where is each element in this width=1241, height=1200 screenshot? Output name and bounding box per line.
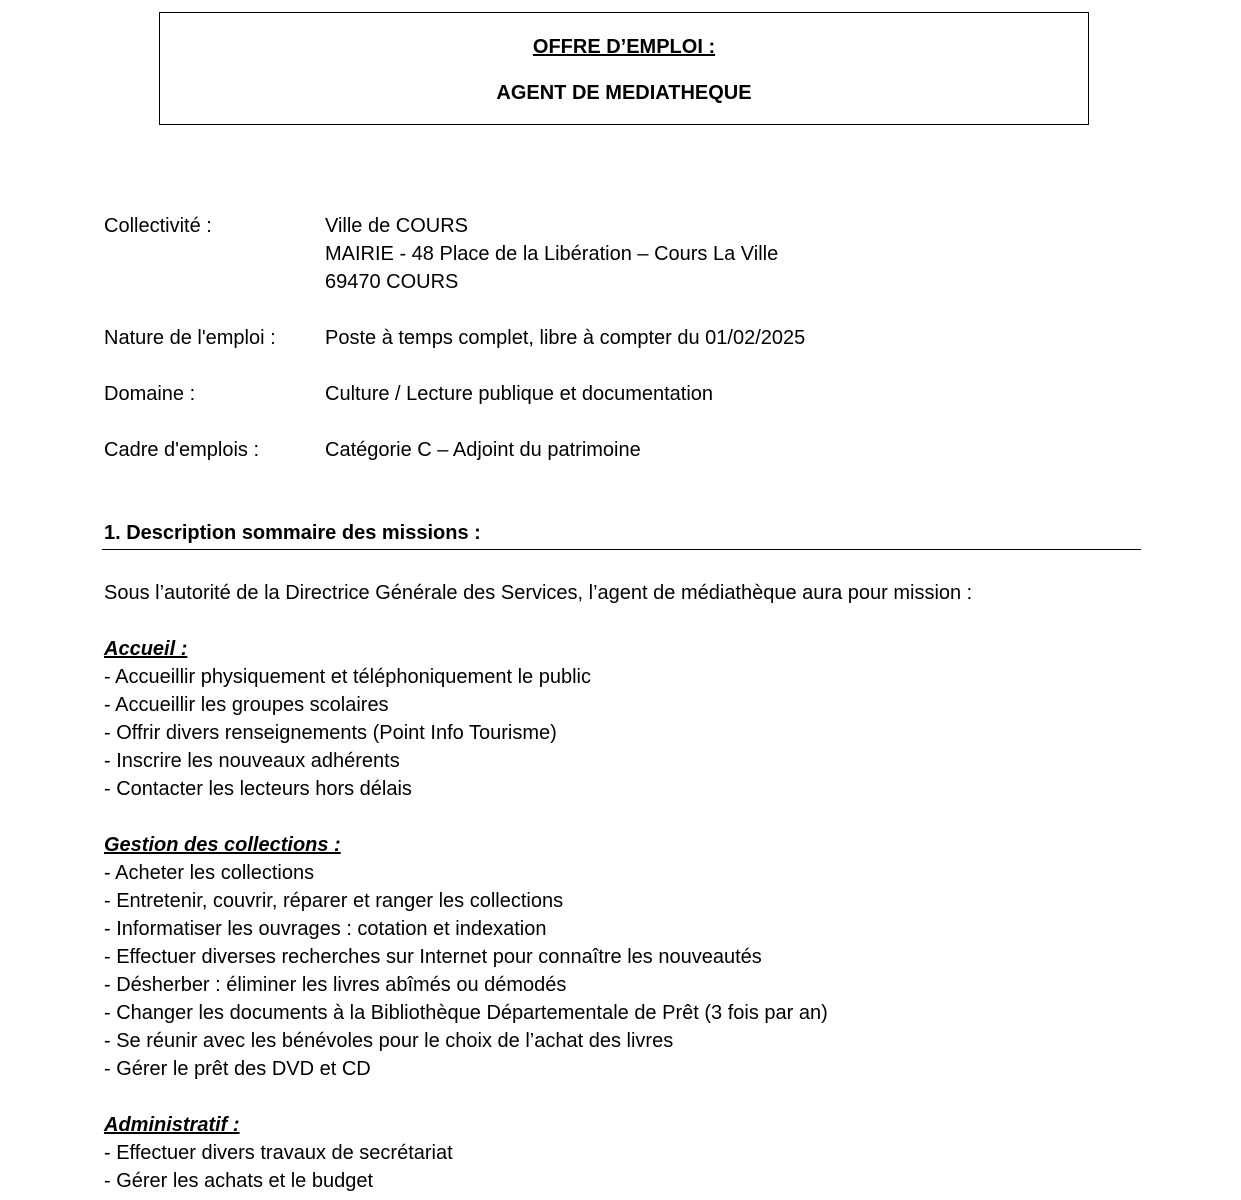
administratif-list: [104, 1139, 453, 1195]
section-intro: Sous l’autorité de la Directrice Générale des Services, l’agent de médiathèque aura pour mission :: [104, 582, 973, 604]
document-title: OFFRE D’EMPLOI :: [532, 36, 716, 58]
gestion-heading: Gestion des collections :: [104, 834, 341, 856]
domaine-value: Culture / Lecture publique et documentation: [325, 383, 714, 405]
nature-label: Nature de l'emploi :: [104, 327, 276, 349]
cadre-value: Catégorie C – Adjoint du patrimoine: [325, 439, 641, 461]
list-item: - Inscrire les nouveaux adhérents: [104, 750, 400, 772]
job-title: AGENT DE MEDIATHEQUE: [496, 82, 752, 104]
cadre-label: Cadre d'emplois :: [104, 439, 259, 461]
accueil-list: [104, 663, 591, 803]
collectivite-line-3: 69470 COURS: [325, 271, 459, 293]
domaine-label: Domaine :: [104, 383, 196, 405]
list-item: - Informatiser les ouvrages : cotation et indexation: [104, 918, 547, 940]
list-item: - Changer les documents à la Bibliothèque Départementale de Prêt (3 fois par an): [104, 1002, 828, 1024]
list-item: - Offrir divers renseignements (Point Info Tourisme): [104, 722, 557, 744]
nature-value: Poste à temps complet, libre à compter du 01/02/2025: [325, 327, 806, 349]
list-item: - Gérer le prêt des DVD et CD: [104, 1058, 371, 1080]
collectivite-line-1: Ville de COURS: [325, 215, 469, 237]
list-item: - Gérer les achats et le budget: [104, 1170, 374, 1192]
list-item: - Se réunir avec les bénévoles pour le choix de l’achat des livres: [104, 1030, 674, 1052]
list-item: - Entretenir, couvrir, réparer et ranger les collections: [104, 890, 564, 912]
title-box: [159, 12, 1089, 125]
list-item: - Désherber : éliminer les livres abîmés ou démodés: [104, 974, 567, 996]
list-item: - Acheter les collections: [104, 862, 315, 884]
section-divider: [102, 549, 1141, 550]
gestion-list: [104, 859, 828, 1083]
list-item: - Effectuer diverses recherches sur Internet pour connaître les nouveautés: [104, 946, 762, 968]
list-item: - Accueillir physiquement et téléphoniquement le public: [104, 666, 591, 688]
collectivite-label: Collectivité :: [104, 215, 212, 237]
section-heading: 1. Description sommaire des missions :: [104, 522, 481, 544]
accueil-heading: Accueil :: [104, 638, 188, 660]
collectivite-line-2: MAIRIE - 48 Place de la Libération – Cours La Ville: [325, 243, 779, 265]
list-item: - Contacter les lecteurs hors délais: [104, 778, 412, 800]
list-item: - Effectuer divers travaux de secrétariat: [104, 1142, 453, 1164]
administratif-heading: Administratif :: [104, 1114, 240, 1136]
list-item: - Accueillir les groupes scolaires: [104, 694, 389, 716]
